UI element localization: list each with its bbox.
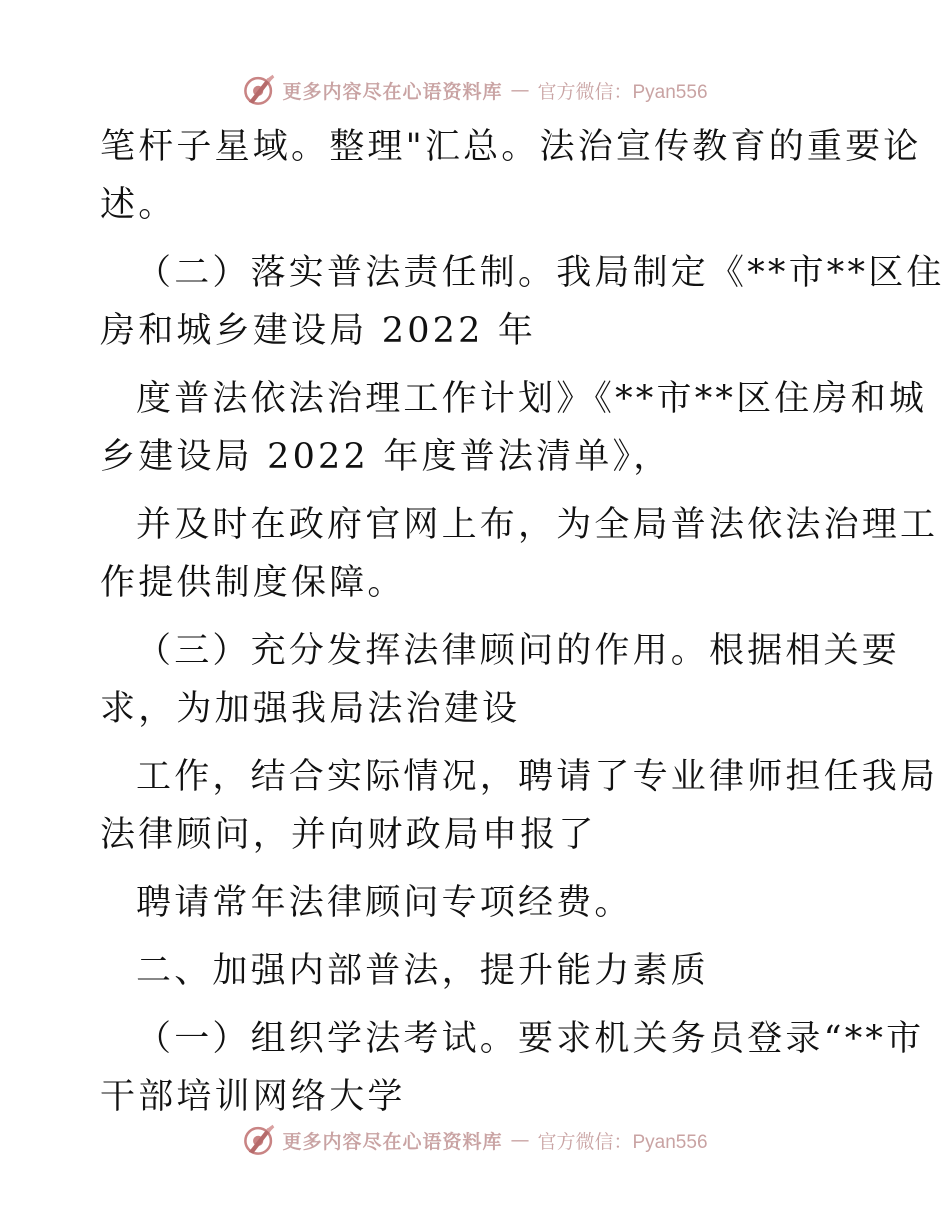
text-line: 求，为加强我局法治建设 bbox=[100, 689, 521, 729]
text-line: 房和城乡建设局 2022 年 bbox=[100, 311, 537, 351]
text-line: 笔杆子星域。整理"汇总。法治宣传教育的重要论 bbox=[100, 127, 922, 167]
watermark-text: 更多内容尽在心语资料库 bbox=[282, 1130, 503, 1153]
text-line: 聘请常年法律顾问专项经费。 bbox=[136, 883, 633, 923]
text-line: 干部培训网络大学 bbox=[100, 1077, 406, 1117]
text-line: （三）充分发挥法律顾问的作用。根据相关要 bbox=[136, 631, 901, 671]
text-line: 乡建设局 2022 年度普法清单》， bbox=[100, 437, 672, 477]
watermark-text: 更多内容尽在心语资料库 bbox=[282, 80, 503, 103]
text-line: （一）组织学法考试。要求机关务员登录“**市 bbox=[136, 1019, 925, 1059]
watermark-separator: — bbox=[510, 79, 530, 101]
text-line: 并及时在政府官网上布，为全局普法依法治理工 bbox=[136, 505, 939, 545]
text-line: 法律顾问，并向财政局申报了 bbox=[100, 815, 597, 855]
text-line: 述。 bbox=[100, 185, 177, 225]
text-line: 度普法依法治理工作计划》《**市**区住房和城 bbox=[136, 379, 928, 419]
watermark-wechat: 官方微信：Pyan556 bbox=[537, 81, 708, 103]
header-watermark bbox=[0, 70, 950, 110]
watermark-wechat: 官方微信：Pyan556 bbox=[537, 1131, 708, 1153]
section-heading: 二、加强内部普法，提升能力素质 bbox=[136, 951, 710, 991]
brush-seal-icon bbox=[242, 73, 276, 107]
text-line: 工作，结合实际情况，聘请了专业律师担任我局 bbox=[136, 757, 939, 797]
text-line: （二）落实普法责任制。我局制定《**市**区住 bbox=[136, 253, 945, 293]
text-line: 作提供制度保障。 bbox=[100, 563, 406, 603]
brush-seal-icon bbox=[242, 1123, 276, 1157]
footer-watermark bbox=[0, 1120, 950, 1160]
watermark-separator: — bbox=[510, 1129, 530, 1151]
document-body bbox=[100, 118, 945, 1126]
